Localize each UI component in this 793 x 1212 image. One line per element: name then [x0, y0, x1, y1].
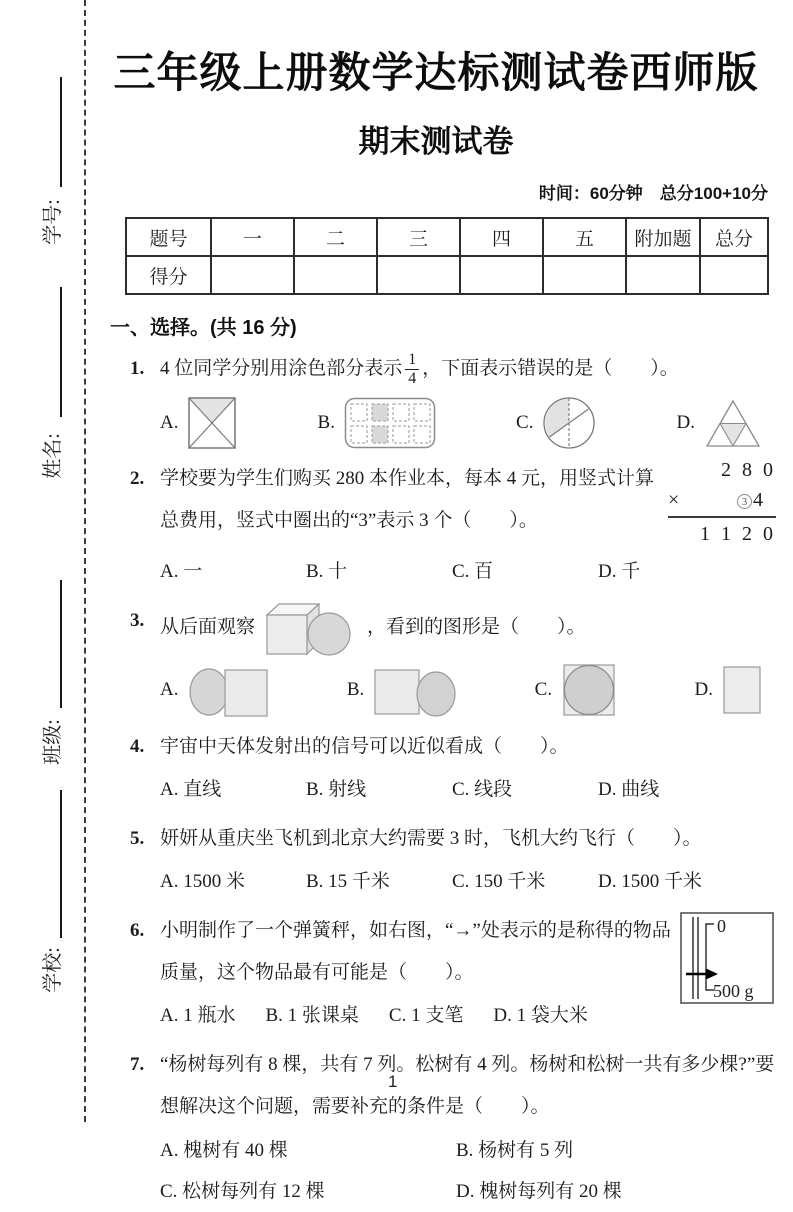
multiplier-digit: 4	[753, 489, 766, 511]
option-c: C. 线段	[452, 779, 513, 800]
spring-scale-figure-wrap	[680, 912, 776, 1036]
question-number: 6.	[130, 920, 145, 941]
score-cell	[700, 256, 768, 294]
score-table-score-row	[126, 256, 768, 294]
cube-and-sphere-figure	[261, 600, 361, 656]
question-6-body	[160, 910, 680, 1036]
score-cell	[543, 256, 626, 294]
question-text: “杨树每列有 8 棵，共有 7 列。松树有 4 列。杨树和松树一共有多少棵?”要想解决这个问题，需要补充的条件是（ ）。	[160, 1054, 775, 1117]
question-2-options	[160, 552, 776, 592]
question-3	[96, 600, 776, 718]
score-table-col: 二	[294, 218, 377, 256]
option-label: C.	[516, 412, 534, 433]
option-b: B. 1 张课桌	[265, 1005, 359, 1026]
product: 1 1 2 0	[700, 523, 776, 545]
circled-carry-digit: 3	[737, 494, 752, 509]
question-text-after: ，下面表示错误的是（ ）。	[422, 358, 679, 379]
option-d: D. 千	[598, 561, 641, 582]
option-a: A. 1500 米	[160, 871, 245, 892]
question-5-options	[160, 862, 776, 902]
question-text: 学校要为学生们购买 280 本作业本，每本 4 元，用竖式计算总费用，竖式中圈出的“3”表示 3 个（ ）。	[160, 468, 655, 531]
time-and-score-info: 时间：60分钟 总分100+10分	[538, 184, 768, 203]
square-figure	[722, 665, 762, 715]
score-table-col: 一	[211, 218, 294, 256]
multiplier-row	[668, 486, 776, 518]
option-a: A. 直线	[160, 779, 222, 800]
question-number: 1.	[130, 358, 145, 379]
scale-zero-label: 0	[717, 916, 726, 936]
section-one-heading: 一、选择。(共 16 分)	[110, 317, 297, 339]
question-text: 小明制作了一个弹簧秤，如右图，“→”处表示的是称得的物品质量，这个物品最有可能是（ ）。	[160, 920, 671, 983]
score-table-corner: 题号	[126, 218, 211, 256]
score-cell	[626, 256, 700, 294]
question-4-options	[160, 770, 776, 810]
fraction-one-fourth	[405, 351, 419, 389]
score-table-col: 附加题	[626, 218, 700, 256]
circle-sectors-figure	[542, 396, 596, 450]
option-c: C. 松树每列有 12 棵	[160, 1181, 325, 1202]
scale-pointer-arrow-icon	[706, 969, 718, 980]
scale-500g-label: 500 g	[713, 981, 754, 1001]
option-a: A. 1 瓶水	[160, 1005, 236, 1026]
score-cell	[460, 256, 543, 294]
question-6-options	[160, 996, 680, 1036]
class-blank-line	[60, 580, 62, 708]
question-text-before: 4 位同学分别用涂色部分表示	[160, 358, 403, 379]
score-table-col: 四	[460, 218, 543, 256]
question-4	[96, 726, 776, 810]
spring-scale-figure	[680, 912, 774, 1004]
option-label: B.	[346, 679, 365, 700]
option-b: B. 15 千米	[306, 871, 390, 892]
option-a: A. 槐树有 40 棵	[160, 1140, 288, 1161]
option-d	[677, 398, 762, 448]
score-cell	[377, 256, 460, 294]
question-1	[96, 348, 776, 450]
question-text: 宇宙中天体发射出的信号可以近似看成（ ）。	[160, 736, 569, 757]
circle-in-square-figure	[561, 662, 617, 718]
option-label: A.	[160, 412, 179, 433]
question-2	[96, 458, 776, 592]
page-number: 1	[388, 1072, 398, 1091]
multiplier-group	[737, 484, 766, 516]
vertical-multiplication	[668, 454, 776, 550]
square-ellipse-figure	[373, 662, 457, 718]
option-c	[516, 396, 596, 450]
option-label: D.	[676, 412, 695, 433]
score-row-label: 得分	[126, 256, 211, 294]
name-blank-line	[60, 287, 62, 417]
option-b	[318, 397, 436, 449]
question-number: 5.	[130, 828, 145, 849]
score-cell	[294, 256, 377, 294]
ellipse-square-figure	[187, 662, 269, 718]
question-text: 妍妍从重庆坐飞机到北京大约需要 3 时，飞机大约飞行（ ）。	[160, 828, 702, 849]
class-label: 班级:	[42, 719, 64, 765]
fraction-numerator: 1	[408, 350, 417, 368]
multiply-sign: ×	[668, 489, 680, 511]
question-text-before: 从后面观察	[160, 616, 256, 638]
option-d: D. 1500 千米	[598, 871, 702, 892]
option-c: C. 150 千米	[452, 871, 546, 892]
question-number: 7.	[130, 1054, 145, 1075]
multiplicand: 2 8 0	[721, 459, 776, 481]
option-d: D. 曲线	[598, 779, 660, 800]
triangle-quarters-figure	[704, 398, 762, 448]
question-text	[160, 600, 776, 656]
page-margin-dashed-line	[84, 0, 86, 1122]
question-6	[96, 910, 776, 1036]
name-label: 姓名:	[42, 433, 64, 479]
option-label: A.	[160, 679, 179, 700]
question-5	[96, 818, 776, 902]
question-7-options	[160, 1130, 776, 1212]
option-b: B. 十	[306, 561, 348, 582]
school-label: 学校:	[42, 947, 64, 993]
option-label: C.	[534, 679, 553, 700]
option-d: D. 1 袋大米	[493, 1005, 588, 1026]
student-id-blank-line	[60, 77, 62, 187]
question-number: 2.	[130, 468, 145, 489]
question-text	[160, 348, 776, 390]
square-diagonals-figure	[187, 396, 237, 450]
fraction-denominator: 4	[405, 369, 419, 388]
grid-rectangle-figure	[344, 397, 436, 449]
option-d	[694, 665, 761, 715]
score-table-col: 三	[377, 218, 460, 256]
option-c	[535, 662, 617, 718]
option-d: D. 槐树每列有 20 棵	[456, 1181, 622, 1202]
paper-title: 三年级上册数学达标测试卷西师版	[113, 49, 759, 96]
score-table-col: 五	[543, 218, 626, 256]
score-cell	[211, 256, 294, 294]
option-b: B. 杨树有 5 列	[456, 1140, 574, 1161]
question-3-options	[160, 662, 776, 718]
score-table-header-row	[126, 218, 768, 256]
score-table-col: 总分	[700, 218, 768, 256]
student-id-label: 学号:	[42, 199, 64, 245]
option-a: A. 一	[160, 561, 203, 582]
question-1-options	[160, 396, 776, 450]
option-label: D.	[694, 679, 713, 700]
question-text-after: ，看到的图形是（ ）。	[367, 616, 586, 638]
option-c: C. 百	[452, 561, 494, 582]
question-7	[96, 1044, 776, 1212]
school-blank-line	[60, 790, 62, 938]
option-label: B.	[317, 412, 335, 433]
question-number: 3.	[130, 610, 145, 631]
test-paper	[96, 0, 776, 1212]
option-a	[160, 396, 237, 450]
option-a	[160, 662, 269, 718]
paper-subtitle: 期末测试卷	[358, 124, 514, 159]
option-c: C. 1 支笔	[388, 1005, 464, 1026]
option-b: B. 射线	[306, 779, 367, 800]
score-table	[125, 217, 769, 295]
question-number: 4.	[130, 736, 145, 757]
option-b	[347, 662, 457, 718]
